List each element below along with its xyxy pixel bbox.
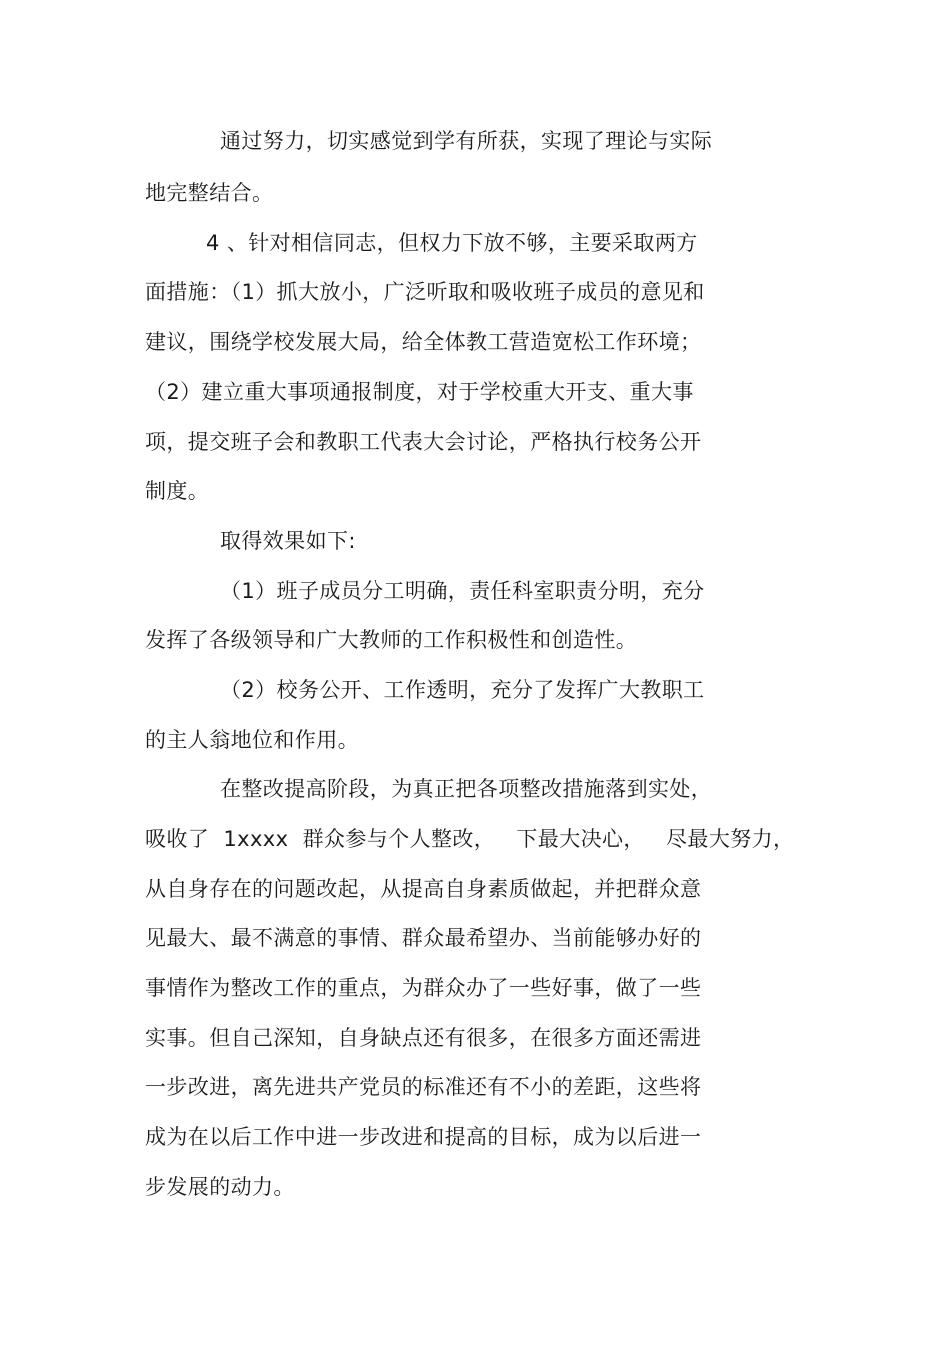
text-line: （1）班子成员分工明确，责任科室职责分明，充分 [220,579,705,603]
text-line: （2）建立重大事项通报制度，对于学校重大开支、重大事 [145,380,694,404]
text-line: 取得效果如下: [220,529,356,553]
text-line: 成为在以后工作中进一步改进和提高的目标，成为以后进一 [145,1125,702,1149]
text-line: 在整改提高阶段，为真正把各项整改措施落到实处， [220,777,713,801]
text-line: 实事。但自己深知，自身缺点还有很多，在很多方面还需进 [145,1026,702,1050]
text-line: 事情作为整改工作的重点，为群众办了一些好事，做了一些 [145,976,702,1000]
text-line: 一步改进，离先进共产党员的标准还有不小的差距，这些将 [145,1075,702,1099]
text-line: 项，提交班子会和教职工代表大会讨论，严格执行校务公开 [145,430,702,454]
text-line: 通过努力，切实感觉到学有所获，实现了理论与实际 [220,129,713,153]
text-line: 4 、针对相信同志，但权力下放不够，主要采取两方 [206,231,698,255]
text-line: 的主人翁地位和作用。 [145,728,359,752]
text-line: 面措施：（1）抓大放小，广泛听取和吸收班子成员的意见和 [145,280,705,304]
text-line: 从自身存在的问题改起，从提高自身素质做起，并把群众意 [145,877,702,901]
text-line: （2）校务公开、工作透明，充分了发挥广大教职工 [220,678,705,702]
text-line: 发挥了各级领导和广大教师的工作积极性和创造性。 [145,628,638,652]
text-line: 地完整结合。 [145,181,274,205]
text-line: 建议，围绕学校发展大局，给全体教工营造宽松工作环境； [145,330,702,354]
text-line: 制度。 [145,479,210,503]
text-line: 吸收了 1xxxx 群众参与个人整改， 下最大决心， 尽最大努力， [145,827,795,851]
text-line: 步发展的动力。 [145,1175,295,1199]
text-line: 见最大、最不满意的事情、群众最希望办、当前能够办好的 [145,926,702,950]
